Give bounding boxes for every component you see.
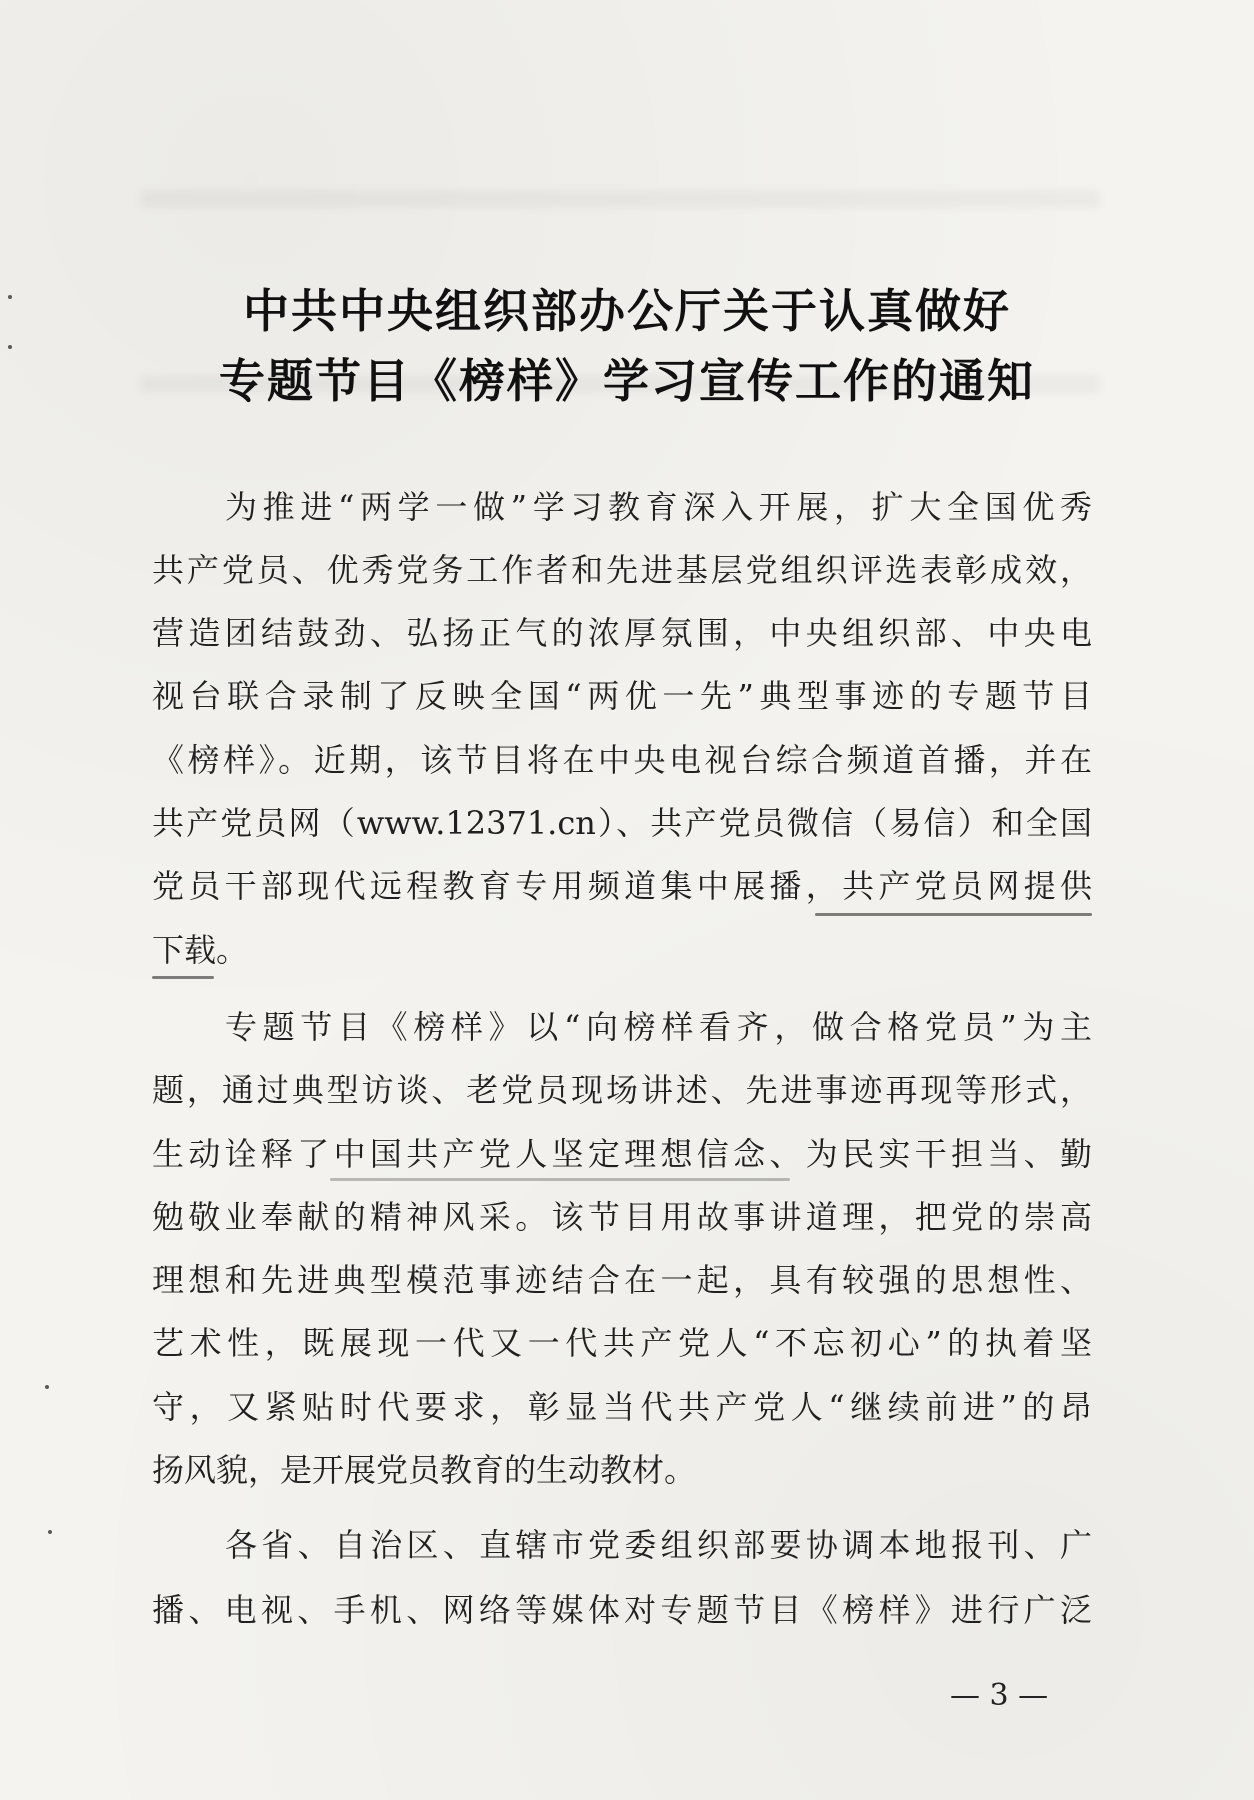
body-line: 播、电视、手机、网络等媒体对专题节目《榜样》进行广泛 <box>152 1591 1092 1629</box>
body-line: 党员干部现代远程教育专用频道集中展播，共产党员网提供 <box>152 867 1092 905</box>
margin-mark <box>48 1530 52 1534</box>
handwritten-underline <box>152 976 214 979</box>
body-line: 勉敬业奉献的精神风采。该节目用故事讲道理，把党的崇高 <box>152 1198 1092 1236</box>
body-line: 为推进“两学一做”学习教育深入开展，扩大全国优秀 <box>225 488 1092 526</box>
body-line: 生动诠释了中国共产党人坚定理想信念、为民实干担当、勤 <box>152 1135 1092 1173</box>
bleed-through-shadow <box>140 190 1100 208</box>
document-title-line-2: 专题节目《榜样》学习宣传工作的通知 <box>219 354 1035 408</box>
margin-mark <box>45 1385 49 1389</box>
body-line: 共产党员网（www.12371.cn）、共产党员微信（易信）和全国 <box>152 804 1092 842</box>
body-line: 视台联合录制了反映全国“两优一先”典型事迹的专题节目 <box>152 677 1092 715</box>
body-line: 《榜样》。近期，该节目将在中央电视台综合频道首播，并在 <box>152 741 1092 779</box>
body-line: 艺术性，既展现一代又一代共产党人“不忘初心”的执着坚 <box>152 1324 1092 1362</box>
body-line: 扬风貌，是开展党员教育的生动教材。 <box>152 1451 697 1489</box>
handwritten-underline <box>815 913 1092 916</box>
body-line: 下载。 <box>152 931 249 969</box>
body-line: 共产党员、优秀党务工作者和先进基层党组织评选表彰成效， <box>152 551 1092 589</box>
body-line: 理想和先进典型模范事迹结合在一起，具有较强的思想性、 <box>152 1261 1092 1299</box>
body-line: 守，又紧贴时代要求，彰显当代共产党人“继续前进”的昂 <box>152 1388 1092 1426</box>
page-number: — 3 — <box>950 1678 1049 1713</box>
body-line: 题，通过典型访谈、老党员现场讲述、先进事迹再现等形式， <box>152 1071 1092 1109</box>
handwritten-underline <box>330 1178 790 1181</box>
document-title-line-1: 中共中央组织部办公厅关于认真做好 <box>243 284 1011 338</box>
body-line: 营造团结鼓劲、弘扬正气的浓厚氛围，中央组织部、中央电 <box>152 614 1092 652</box>
body-line: 各省、自治区、直辖市党委组织部要协调本地报刊、广 <box>225 1526 1092 1564</box>
body-line: 专题节目《榜样》以“向榜样看齐，做合格党员”为主 <box>225 1008 1092 1046</box>
